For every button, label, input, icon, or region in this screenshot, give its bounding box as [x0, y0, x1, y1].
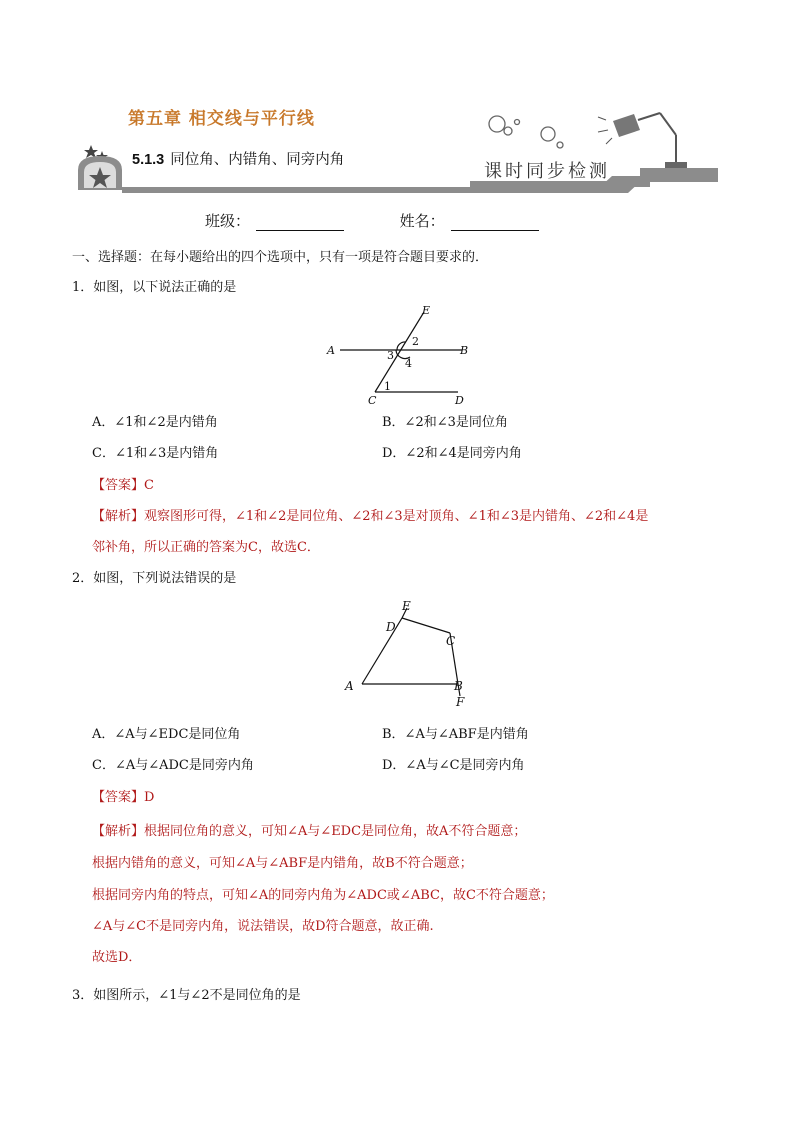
q1-label-3: 3 [387, 349, 394, 362]
q1-stem: 1．如图，以下说法正确的是 [72, 280, 237, 295]
section-number: 5.1.3 [132, 152, 165, 168]
q2-explanation-line2: 根据内错角的意义，可知∠A与∠ABF是内错角，故B不符合题意； [92, 856, 473, 871]
q2-option-d: D．∠A与∠C是同旁内角 [382, 758, 525, 773]
q1-explanation-line2: 邻补角，所以正确的答案为C，故选C． [92, 540, 320, 555]
q2-option-b: B．∠A与∠ABF是内错角 [382, 727, 529, 742]
q1-label-D: D [455, 394, 464, 407]
q2-stem: 2．如图，下列说法错误的是 [72, 571, 237, 586]
q2-label-B: B [454, 679, 463, 693]
q2-explanation-label: 【解析】 [92, 824, 145, 839]
q1-label-C: C [368, 394, 377, 407]
q1-explanation-line1: 【解析】观察图形可得，∠1和∠2是同位角、∠2和∠3是对顶角、∠1和∠3是内错角、∠2和∠4是 [92, 509, 649, 524]
q2-option-c: C．∠A与∠ADC是同旁内角 [92, 758, 254, 773]
header-bar [122, 168, 718, 193]
q2-answer: 【答案】D [92, 790, 155, 805]
name-label: 姓名： [399, 212, 445, 230]
bubble-icons [489, 116, 563, 148]
q2-figure [340, 596, 480, 711]
q1-explanation-label: 【解析】 [92, 509, 145, 524]
section-name: 同位角、内错角、同旁内角 [170, 152, 345, 168]
q1-label-B: B [460, 344, 469, 357]
q2-label-D: D [386, 620, 396, 634]
q2-explanation-line5: 故选D． [92, 950, 142, 965]
q1-answer: 【答案】C [92, 478, 154, 493]
q2-label-C: C [446, 634, 456, 648]
student-info [205, 210, 539, 231]
q1-option-c: C．∠1和∠3是内错角 [92, 446, 219, 461]
q2-explanation-line3: 根据同旁内角的特点，可知∠A的同旁内角为∠ADC或∠ABC，故C不符合题意； [92, 888, 554, 903]
lamp-icon [598, 113, 687, 168]
badge-icon [78, 156, 122, 190]
name-blank [451, 216, 539, 231]
q1-option-b: B．∠2和∠3是同位角 [382, 415, 508, 430]
q1-label-A: A [327, 344, 335, 357]
q1-label-4: 4 [405, 357, 412, 370]
q2-explanation-line4: ∠A与∠C不是同旁内角，说法错误，故D符合题意，故正确. [92, 919, 434, 934]
q1-label-E: E [422, 304, 431, 317]
class-label: 班级： [205, 212, 251, 230]
chapter-title: 第五章 相交线与平行线 [128, 109, 315, 129]
q2-explanation-line1: 【解析】根据同位角的意义，可知∠A与∠EDC是同位角，故A不符合题意； [92, 824, 527, 839]
class-blank [256, 216, 344, 231]
q1-label-1: 1 [384, 380, 391, 393]
q2-label-A: A [345, 679, 354, 693]
banner-text: 课时同步检测 [484, 161, 610, 182]
q1-option-d: D．∠2和∠4是同旁内角 [382, 446, 522, 461]
q2-label-F: F [456, 695, 465, 709]
q2-label-E: E [402, 599, 411, 613]
section-heading: 一、选择题：在每小题给出的四个选项中，只有一项是符合题目要求的． [72, 250, 489, 265]
q2-option-a: A．∠A与∠EDC是同位角 [92, 727, 241, 742]
header-decoration [0, 0, 794, 200]
section-title [132, 148, 344, 169]
q3-stem: 3．如图所示，∠1与∠2不是同位角的是 [72, 988, 301, 1003]
q1-option-a: A．∠1和∠2是内错角 [92, 415, 218, 430]
q1-figure [320, 300, 480, 410]
q1-label-2: 2 [412, 335, 419, 348]
